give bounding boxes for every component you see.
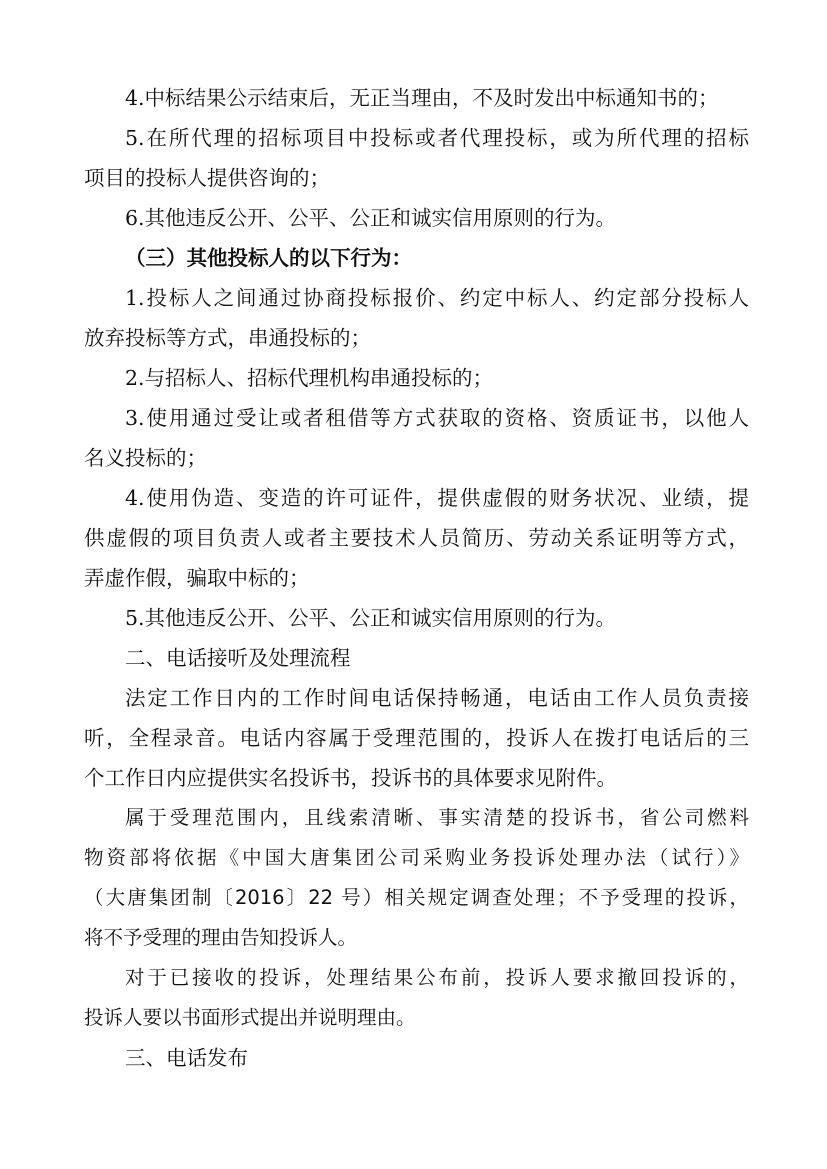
paragraph-line: 1.投标人之间通过协商投标报价、约定中标人、约定部分投标人 (125, 286, 749, 310)
paragraph-line: 2.与招标人、招标代理机构串通投标的； (125, 366, 494, 390)
section-heading: 三、电话发布 (125, 1046, 248, 1070)
paragraph-line: 投诉人要以书面形式提出并说明理由。 (84, 1006, 416, 1029)
paragraph-line: 5.其他违反公开、公平、公正和诚实信用原则的行为。 (125, 606, 617, 630)
paragraph-line: 属于受理范围内，且线索清晰、事实清楚的投诉书，省公司燃料 (125, 806, 749, 829)
paragraph-line: 听，全程录音。电话内容属于受理范围的，投诉人在拨打电话后的三 (84, 726, 749, 750)
paragraph-line: 对于已接收的投诉，处理结果公布前，投诉人要求撤回投诉的， (125, 966, 749, 989)
paragraph-line: 个工作日内应提供实名投诉书，投诉书的具体要求见附件。 (84, 766, 617, 790)
paragraph-line: 将不予受理的理由告知投诉人。 (84, 926, 358, 949)
paragraph-line: 4.使用伪造、变造的许可证件，提供虚假的财务状况、业绩，提 (125, 486, 749, 510)
paragraph-line: 法定工作日内的工作时间电话保持畅通，电话由工作人员负责接 (125, 686, 749, 710)
paragraph-line: 6.其他违反公开、公平、公正和诚实信用原则的行为。 (125, 206, 617, 230)
paragraph-line: 放弃投标等方式，串通投标的； (84, 326, 371, 350)
paragraph-line: 名义投标的； (84, 446, 207, 470)
paragraph-line: 项目的投标人提供咨询的； (84, 166, 330, 190)
paragraph-line: 物资部将依据《中国大唐集团公司采购业务投诉处理办法（试行）》 (84, 846, 749, 869)
paragraph-line: （大唐集团制〔2016〕22 号）相关规定调查处理；不予受理的投诉， (84, 886, 749, 909)
paragraph-line: 4.中标结果公示结束后，无正当理由，不及时发出中标通知书的； (125, 86, 719, 110)
paragraph-line: 供虚假的项目负责人或者主要技术人员简历、劳动关系证明等方式， (84, 526, 749, 550)
section-heading: 二、电话接听及处理流程 (125, 646, 351, 670)
paragraph-line: 3.使用通过受让或者租借等方式获取的资格、资质证书，以他人 (125, 406, 749, 430)
section-heading: （三）其他投标人的以下行为： (125, 246, 412, 270)
paragraph-line: 5.在所代理的招标项目中投标或者代理投标，或为所代理的招标 (125, 126, 749, 150)
paragraph-line: 弄虚作假，骗取中标的； (84, 566, 310, 590)
